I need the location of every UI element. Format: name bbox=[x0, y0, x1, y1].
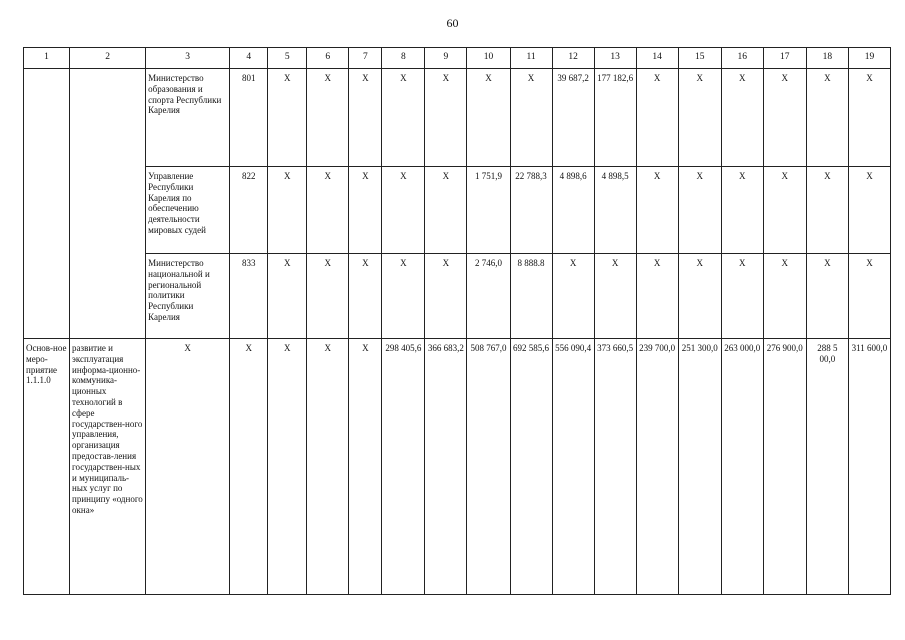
table-cell: 692 585,6 bbox=[510, 339, 552, 595]
table-cell: 251 300,0 bbox=[678, 339, 721, 595]
table-cell: X bbox=[307, 69, 349, 167]
table-cell-empty bbox=[24, 69, 70, 339]
table-cell: X bbox=[307, 339, 349, 595]
table-cell: X bbox=[721, 69, 763, 167]
table-cell: 288 5 00,0 bbox=[806, 339, 848, 595]
table-cell: X bbox=[425, 167, 467, 254]
table-cell: X bbox=[268, 339, 307, 595]
table-cell: X bbox=[763, 167, 806, 254]
header-cell: 2 bbox=[70, 48, 146, 69]
table-cell: X bbox=[678, 69, 721, 167]
header-cell: 10 bbox=[467, 48, 510, 69]
table-cell: X bbox=[349, 254, 382, 339]
table-cell: 239 700,0 bbox=[636, 339, 678, 595]
table-cell: X bbox=[552, 254, 594, 339]
table-cell: 508 767,0 bbox=[467, 339, 510, 595]
table-cell: X bbox=[848, 69, 890, 167]
table-cell: X bbox=[382, 254, 425, 339]
table-cell: 822 bbox=[230, 167, 268, 254]
header-cell: 17 bbox=[763, 48, 806, 69]
header-cell: 14 bbox=[636, 48, 678, 69]
table-cell: X bbox=[678, 254, 721, 339]
executor-cell: Министерство национальной и региональной политики Республики Карелия bbox=[146, 254, 230, 339]
table-cell: X bbox=[425, 69, 467, 167]
table-cell: X bbox=[594, 254, 636, 339]
table-cell: 276 900,0 bbox=[763, 339, 806, 595]
table-cell: X bbox=[146, 339, 230, 595]
table-cell: 298 405,6 bbox=[382, 339, 425, 595]
budget-table bbox=[23, 47, 891, 595]
header-cell: 16 bbox=[721, 48, 763, 69]
table-cell: X bbox=[382, 69, 425, 167]
header-cell: 5 bbox=[268, 48, 307, 69]
table-cell: X bbox=[467, 69, 510, 167]
table-cell: X bbox=[230, 339, 268, 595]
table-cell: 22 788,3 bbox=[510, 167, 552, 254]
header-cell: 8 bbox=[382, 48, 425, 69]
header-cell: 15 bbox=[678, 48, 721, 69]
header-cell: 9 bbox=[425, 48, 467, 69]
header-cell: 18 bbox=[806, 48, 848, 69]
header-cell: 6 bbox=[307, 48, 349, 69]
table-cell: 1 751,9 bbox=[467, 167, 510, 254]
table-cell: X bbox=[848, 254, 890, 339]
table-row bbox=[24, 254, 891, 339]
table-cell: 556 090,4 bbox=[552, 339, 594, 595]
table-cell: X bbox=[678, 167, 721, 254]
table-cell: 373 660,5 bbox=[594, 339, 636, 595]
table-cell: X bbox=[307, 167, 349, 254]
executor-cell: Министерство образования и спорта Республики Карелия bbox=[146, 69, 230, 167]
header-cell: 1 bbox=[24, 48, 70, 69]
table-cell: X bbox=[636, 254, 678, 339]
table-cell: X bbox=[382, 167, 425, 254]
table-row bbox=[24, 69, 891, 167]
table-cell: 366 683,2 bbox=[425, 339, 467, 595]
table-cell: X bbox=[307, 254, 349, 339]
table-cell: X bbox=[806, 167, 848, 254]
table-cell: X bbox=[721, 254, 763, 339]
table-cell: 8 888.8 bbox=[510, 254, 552, 339]
table-cell: X bbox=[510, 69, 552, 167]
header-cell: 19 bbox=[848, 48, 890, 69]
header-cell: 12 bbox=[552, 48, 594, 69]
table-cell: 2 746,0 bbox=[467, 254, 510, 339]
table-cell: X bbox=[806, 69, 848, 167]
header-cell: 13 bbox=[594, 48, 636, 69]
header-cell: 11 bbox=[510, 48, 552, 69]
table-cell: X bbox=[268, 167, 307, 254]
table-cell: 177 182,6 bbox=[594, 69, 636, 167]
measure-name-cell: развитие и эксплуатация информа-ционно-коммуника-ционных технологий в сфере государствен-ного управления, организация предостав-ления государствен-ных и муниципаль-ных услуг по принципу «одного окна» bbox=[70, 339, 146, 595]
measure-code-cell: Основ-ное меро-приятие 1.1.1.0 bbox=[24, 339, 70, 595]
table-cell: X bbox=[349, 167, 382, 254]
table-cell: 39 687,2 bbox=[552, 69, 594, 167]
table-cell: 4 898,5 bbox=[594, 167, 636, 254]
table-cell: 311 600,0 bbox=[848, 339, 890, 595]
table-cell-empty bbox=[70, 69, 146, 339]
table-cell: 833 bbox=[230, 254, 268, 339]
table-cell: X bbox=[268, 254, 307, 339]
table-row bbox=[24, 339, 891, 595]
table-cell: X bbox=[848, 167, 890, 254]
table-cell: X bbox=[721, 167, 763, 254]
table-cell: X bbox=[763, 69, 806, 167]
table-cell: X bbox=[349, 69, 382, 167]
table-cell: 801 bbox=[230, 69, 268, 167]
header-cell: 4 bbox=[230, 48, 268, 69]
page-number: 60 bbox=[446, 16, 459, 30]
table-cell: X bbox=[425, 254, 467, 339]
table-cell: X bbox=[636, 69, 678, 167]
table-header-row bbox=[24, 48, 891, 69]
table-cell: X bbox=[763, 254, 806, 339]
table-cell: X bbox=[349, 339, 382, 595]
table-cell: X bbox=[636, 167, 678, 254]
table-cell: X bbox=[806, 254, 848, 339]
header-cell: 3 bbox=[146, 48, 230, 69]
table-cell: X bbox=[268, 69, 307, 167]
table-cell: 4 898,6 bbox=[552, 167, 594, 254]
executor-cell: Управление Республики Карелия по обеспечению деятельности мировых судей bbox=[146, 167, 230, 254]
table-cell: 263 000,0 bbox=[721, 339, 763, 595]
header-cell: 7 bbox=[349, 48, 382, 69]
table-row bbox=[24, 167, 891, 254]
